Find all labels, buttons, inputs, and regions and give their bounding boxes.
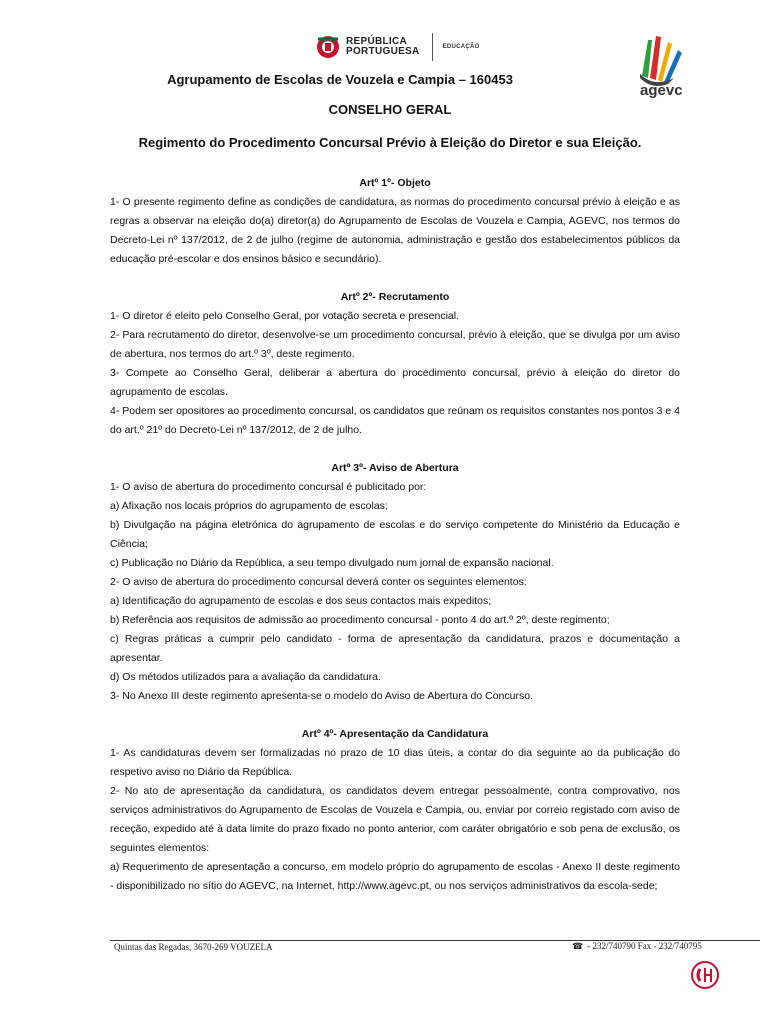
article-3-paragraph-6: a) Identificação do agrupamento de escolas e dos seus contactos mais expeditos; (110, 595, 492, 607)
gov-line1: REPÚBLICA (346, 36, 408, 47)
footer-contacts (572, 941, 702, 952)
article-3-paragraph-1: 1- O aviso de abertura do procedimento concursal é publicitado por: (110, 481, 427, 493)
article-2-paragraph-3: 3- Compete ao Conselho Geral, deliberar a abertura do procedimento concursal, prévio à eleição do diretor do agrupamento de escolas. (110, 367, 680, 398)
council-title: CONSELHO GERAL (328, 102, 452, 117)
regulation-title: Regimento do Procedimento Concursal Prévio à Eleição do Diretor e sua Eleição. (138, 135, 642, 150)
gov-name (346, 37, 420, 57)
certification-logo (690, 960, 720, 990)
article-3-paragraph-9: d) Os métodos utilizados para a avaliação da candidatura. (110, 671, 381, 683)
gov-line2: PORTUGUESA (346, 46, 420, 57)
gov-department: EDUCAÇÃO (442, 44, 480, 50)
footer-address: Quintas das Regadas, 3670-269 VOUZELA (114, 942, 273, 952)
article-3-title: Artº 3º- Aviso de Abertura (331, 462, 459, 474)
article-1-title: Artº 1º- Objeto (359, 177, 431, 189)
article-2-paragraph-2: 2- Para recrutamento do diretor, desenvolve-se um procedimento concursal, prévio à eleição, que se divulga por um aviso de abertura, nos termos do art.º 3º, deste regimento. (110, 329, 680, 360)
article-2-paragraph-1: 1- O diretor é eleito pelo Conselho Geral, por votação secreta e presencial. (110, 310, 460, 322)
article-4-paragraph-3: a) Requerimento de apresentação a concurso, em modelo próprio do agrupamento de escolas - Anexo II deste regimento - disponibilizado no sítio do AGEVC, na Internet, http://www.agevc.pt, ou nos serviços administrativos da escola-sede; (110, 861, 680, 892)
article-3-paragraph-8: c) Regras práticas a cumprir pelo candidato - forma de apresentação da candidatura, prazos e documentação a apresentar. (110, 633, 680, 664)
article-3-paragraph-3: b) Divulgação na página eletrónica do agrupamento de escolas e do serviço competente do Ministério da Educação e Ciência; (110, 519, 680, 550)
school-title: Agrupamento de Escolas de Vouzela e Campia – 160453 (167, 72, 513, 87)
article-3-paragraph-4: c) Publicação no Diário da República, a seu tempo divulgado num jornal de expansão nacional. (110, 557, 554, 569)
article-3-paragraph-2: a) Afixação nos locais próprios do agrupamento de escolas; (110, 500, 388, 512)
footer-contacts-text: - 232/740790 Fax - 232/740795 (587, 941, 702, 951)
republica-portuguesa-logo (316, 32, 480, 62)
article-4-paragraph-2: 2- No ato de apresentação da candidatura, os candidatos devem entregar pessoalmente, contra comprovativo, nos serviços administrativos do Agrupamento de Escolas de Vouzela e Campia, ou, enviar por correio registado com aviso de receção, expedido até à data limite do prazo fixado no ponto anterior, com caráter obrigatório e sob pena de exclusão, os seguintes elementos: (110, 785, 680, 854)
article-3-paragraph-7: b) Referência aos requisitos de admissão ao procedimento concursal - ponto 4 do art.º 2º, deste regimento; (110, 614, 610, 626)
article-4-paragraph-1: 1- As candidaturas devem ser formalizadas no prazo de 10 dias úteis, a contar do dia seguinte ao da publicação do respetivo aviso no Diário da República. (110, 747, 680, 778)
phone-icon: ☎ (572, 941, 584, 951)
article-2-paragraph-4: 4- Podem ser opositores ao procedimento concursal, os candidatos que reúnam os requisitos constantes nos pontos 3 e 4 do art.º 21º do Decreto-Lei nº 137/2012, de 2 de julho. (110, 405, 680, 436)
agevc-wordmark: agevc (640, 82, 683, 99)
article-3-paragraph-5: 2- O aviso de abertura do procedimento concursal deverá conter os seguintes elementos: (110, 576, 527, 588)
article-2-title: Artº 2º- Recrutamento (340, 291, 450, 303)
article-3-paragraph-10: 3- No Anexo III deste regimento apresenta-se o modelo do Aviso de Abertura do Concurso. (110, 690, 533, 702)
portugal-emblem-icon (316, 33, 340, 61)
document-body (110, 174, 680, 896)
logo-divider (432, 33, 433, 61)
article-4-title: Artº 4º- Apresentação da Candidatura (301, 728, 489, 740)
article-1-paragraph-1: 1- O presente regimento define as condições de candidatura, as normas do procedimento concursal prévio à eleição e as regras a observar na eleição do(a) diretor(a) do Agrupamento de Escolas de Vouzela e Campia, AGEVC, nos termos do Decreto-Lei nº 137/2012, de 2 de julho (regime de autonomia, administração e gestão dos estabelecimentos públicos da educação pré-escolar e dos ensinos básico e secundário). (110, 196, 680, 265)
